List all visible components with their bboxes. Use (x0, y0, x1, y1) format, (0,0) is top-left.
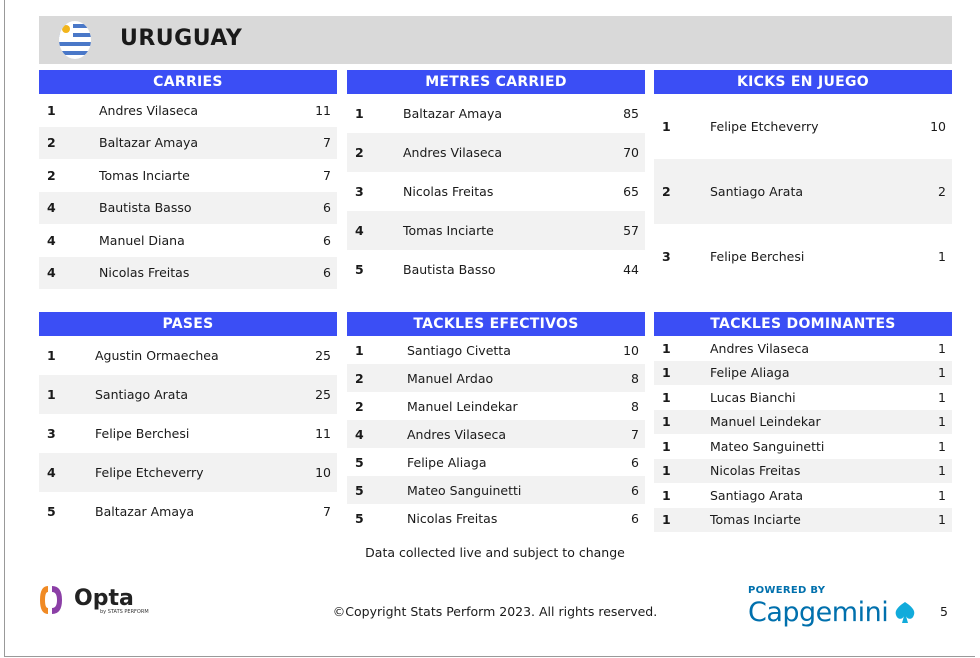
value-cell: 6 (323, 232, 331, 248)
rank-cell: 2 (355, 398, 364, 414)
table-row (39, 224, 337, 257)
value-cell: 7 (323, 504, 331, 519)
table-row (654, 336, 952, 361)
team-title: URUGUAY (120, 26, 243, 51)
rank-cell: 1 (47, 387, 56, 402)
table-row (347, 94, 645, 133)
table-row (39, 492, 337, 531)
rank-cell: 1 (662, 414, 671, 430)
table-row (347, 336, 645, 364)
player-name-cell: Tomas Inciarte (710, 512, 801, 528)
rank-cell: 1 (47, 348, 56, 363)
player-name-cell: Felipe Etcheverry (710, 119, 819, 134)
table-row (654, 159, 952, 224)
rank-cell: 4 (47, 465, 56, 480)
player-name-cell: Felipe Etcheverry (95, 465, 204, 480)
value-cell: 1 (938, 463, 946, 479)
capgemini-spade-icon (892, 600, 918, 624)
table-row (347, 504, 645, 532)
panel-title: METRES CARRIED (347, 70, 645, 94)
table-row (654, 434, 952, 459)
table-row (39, 336, 337, 375)
data-disclaimer: Data collected live and subject to change (365, 545, 625, 560)
player-name-cell: Baltazar Amaya (99, 135, 199, 151)
value-cell: 70 (623, 145, 639, 160)
rank-cell: 1 (662, 365, 671, 381)
player-name-cell: Manuel Leindekar (710, 414, 821, 430)
rank-cell: 1 (662, 389, 671, 405)
opta-subtitle: by STATS PERFORM (100, 609, 149, 615)
table-row (39, 414, 337, 453)
rank-cell: 2 (47, 167, 56, 183)
player-name-cell: Mateo Sanguinetti (407, 482, 522, 498)
panel-pases (39, 312, 337, 531)
table-row (347, 211, 645, 250)
player-name-cell: Manuel Leindekar (407, 398, 518, 414)
panel-title: KICKS EN JUEGO (654, 70, 952, 94)
panel-tackles-dominantes (654, 312, 952, 532)
rank-cell: 2 (355, 145, 364, 160)
value-cell: 1 (938, 249, 946, 264)
table-row (347, 172, 645, 211)
page-number: 5 (940, 604, 948, 619)
rank-cell: 1 (662, 438, 671, 454)
player-name-cell: Santiago Arata (710, 184, 804, 199)
rank-cell: 4 (47, 200, 56, 216)
value-cell: 8 (631, 398, 639, 414)
rank-cell: 1 (355, 342, 364, 358)
panel-tackles-efectivos (347, 312, 645, 532)
rank-cell: 4 (47, 265, 56, 281)
table-row (39, 127, 337, 160)
value-cell: 1 (938, 512, 946, 528)
value-cell: 7 (323, 167, 331, 183)
table-row (347, 476, 645, 504)
rank-cell: 2 (47, 135, 56, 151)
table-row (654, 385, 952, 410)
table-row (654, 94, 952, 159)
value-cell: 1 (938, 487, 946, 503)
player-name-cell: Andres Vilaseca (403, 145, 503, 160)
player-name-cell: Santiago Arata (95, 387, 189, 402)
capgemini-wordmark: Capgemini (748, 597, 889, 628)
rank-cell: 1 (662, 512, 671, 528)
player-name-cell: Felipe Aliaga (710, 365, 790, 381)
value-cell: 6 (631, 510, 639, 526)
table-row (39, 375, 337, 414)
rank-cell: 1 (662, 463, 671, 479)
panel-title: PASES (39, 312, 337, 336)
table-row (39, 192, 337, 225)
player-name-cell: Bautista Basso (403, 262, 496, 277)
rank-cell: 2 (355, 370, 364, 386)
player-name-cell: Agustin Ormaechea (95, 348, 219, 363)
rank-cell: 5 (355, 510, 364, 526)
rank-cell: 5 (47, 504, 56, 519)
table-row (347, 448, 645, 476)
player-name-cell: Felipe Berchesi (95, 426, 190, 441)
rank-cell: 5 (355, 454, 364, 470)
value-cell: 10 (315, 465, 331, 480)
value-cell: 7 (631, 426, 639, 442)
panel-kicks-en-juego (654, 70, 952, 289)
value-cell: 1 (938, 340, 946, 356)
value-cell: 57 (623, 223, 639, 238)
rank-cell: 1 (662, 340, 671, 356)
player-name-cell: Manuel Diana (99, 232, 185, 248)
rank-cell: 1 (355, 106, 364, 121)
rank-cell: 4 (47, 232, 56, 248)
copyright-text: ©Copyright Stats Perform 2023. All rights reserved. (332, 604, 658, 619)
player-name-cell: Andres Vilaseca (710, 340, 810, 356)
panel-metres-carried (347, 70, 645, 289)
rank-cell: 5 (355, 262, 364, 277)
rank-cell: 4 (355, 223, 364, 238)
table-row (39, 257, 337, 290)
value-cell: 65 (623, 184, 639, 199)
value-cell: 1 (938, 389, 946, 405)
player-name-cell: Baltazar Amaya (95, 504, 195, 519)
rank-cell: 5 (355, 482, 364, 498)
value-cell: 8 (631, 370, 639, 386)
value-cell: 11 (315, 102, 331, 118)
table-row (654, 459, 952, 484)
opta-wordmark: Opta (74, 586, 134, 611)
player-name-cell: Lucas Bianchi (710, 389, 796, 405)
player-name-cell: Felipe Aliaga (407, 454, 487, 470)
value-cell: 1 (938, 438, 946, 454)
player-name-cell: Santiago Arata (710, 487, 804, 503)
rank-cell: 1 (47, 102, 56, 118)
player-name-cell: Santiago Civetta (407, 342, 511, 358)
value-cell: 7 (323, 135, 331, 151)
value-cell: 6 (323, 265, 331, 281)
rank-cell: 3 (47, 426, 56, 441)
table-row (347, 392, 645, 420)
value-cell: 25 (315, 348, 331, 363)
table-row (39, 159, 337, 192)
player-name-cell: Nicolas Freitas (99, 265, 190, 281)
value-cell: 11 (315, 426, 331, 441)
value-cell: 10 (623, 342, 639, 358)
player-name-cell: Nicolas Freitas (403, 184, 494, 199)
rank-cell: 3 (355, 184, 364, 199)
value-cell: 6 (631, 482, 639, 498)
value-cell: 6 (631, 454, 639, 470)
table-row (654, 224, 952, 289)
table-row (347, 420, 645, 448)
value-cell: 85 (623, 106, 639, 121)
rank-cell: 1 (662, 119, 671, 134)
player-name-cell: Felipe Berchesi (710, 249, 805, 264)
table-row (347, 364, 645, 392)
player-name-cell: Baltazar Amaya (403, 106, 503, 121)
value-cell: 6 (323, 200, 331, 216)
panel-title: TACKLES EFECTIVOS (347, 312, 645, 336)
panel-title: TACKLES DOMINANTES (654, 312, 952, 336)
powered-by-label: POWERED BY (748, 585, 826, 596)
table-row (654, 410, 952, 435)
table-row (347, 250, 645, 289)
player-name-cell: Andres Vilaseca (407, 426, 507, 442)
player-name-cell: Nicolas Freitas (710, 463, 801, 479)
table-row (39, 94, 337, 127)
table-row (654, 508, 952, 533)
panel-carries (39, 70, 337, 289)
table-row (39, 453, 337, 492)
table-row (654, 483, 952, 508)
panel-title: CARRIES (39, 70, 337, 94)
uruguay-flag-icon (58, 20, 92, 60)
player-name-cell: Manuel Ardao (407, 370, 494, 386)
player-name-cell: Bautista Basso (99, 200, 192, 216)
value-cell: 1 (938, 414, 946, 430)
value-cell: 10 (930, 119, 946, 134)
player-name-cell: Tomas Inciarte (403, 223, 494, 238)
value-cell: 2 (938, 184, 946, 199)
player-name-cell: Andres Vilaseca (99, 102, 199, 118)
player-name-cell: Mateo Sanguinetti (710, 438, 825, 454)
value-cell: 25 (315, 387, 331, 402)
rank-cell: 4 (355, 426, 364, 442)
player-name-cell: Nicolas Freitas (407, 510, 498, 526)
value-cell: 44 (623, 262, 639, 277)
player-name-cell: Tomas Inciarte (99, 167, 190, 183)
table-row (347, 133, 645, 172)
rank-cell: 3 (662, 249, 671, 264)
rank-cell: 1 (662, 487, 671, 503)
table-row (654, 361, 952, 386)
rank-cell: 2 (662, 184, 671, 199)
value-cell: 1 (938, 365, 946, 381)
